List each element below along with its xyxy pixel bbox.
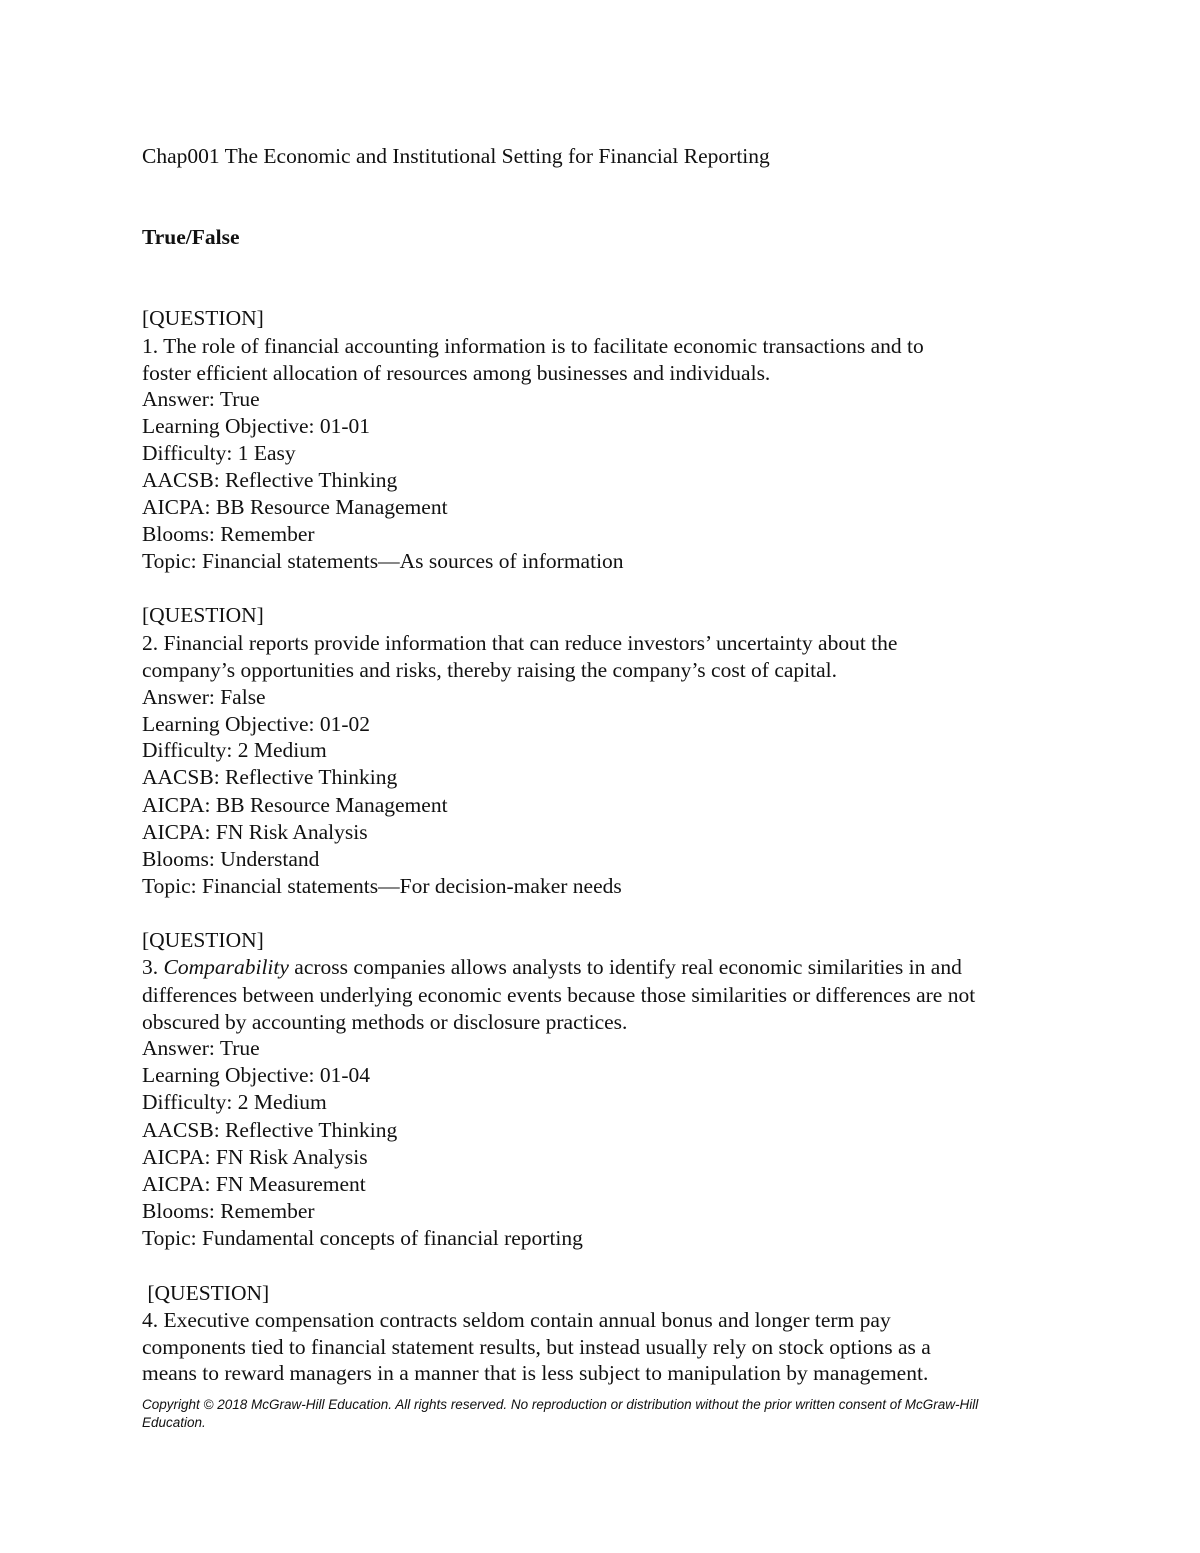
q3-italic-term: Comparability [163, 955, 289, 979]
q3-topic: Topic: Fundamental concepts of financial reporting [142, 1226, 583, 1250]
q2-aicpa-2: AICPA: FN Risk Analysis [142, 820, 368, 844]
q1-blooms: Blooms: Remember [142, 522, 315, 546]
q1-topic: Topic: Financial statements—As sources of information [142, 549, 624, 573]
q3-learning-objective: Learning Objective: 01-04 [142, 1063, 371, 1087]
q3-aicpa-1: AICPA: FN Risk Analysis [142, 1145, 368, 1169]
q2-difficulty: Difficulty: 2 Medium [142, 738, 327, 762]
q3-aicpa-2: AICPA: FN Measurement [142, 1172, 366, 1196]
q2-blooms: Blooms: Understand [142, 847, 320, 871]
q3-aacsb: AACSB: Reflective Thinking [142, 1118, 398, 1142]
q3-text-line2: differences between underlying economic events because those similarities or differences are not [142, 983, 976, 1007]
q3-blooms: Blooms: Remember [142, 1199, 315, 1223]
q3-number: 3. [142, 955, 164, 979]
q4-text-line1: 4. Executive compensation contracts seldom contain annual bonus and longer term pay [142, 1308, 891, 1332]
q3-answer: Answer: True [142, 1036, 260, 1060]
q1-difficulty: Difficulty: 1 Easy [142, 441, 296, 465]
q2-marker: [QUESTION] [142, 603, 264, 627]
q1-text-line2: foster efficient allocation of resources among businesses and individuals. [142, 361, 771, 385]
copyright-footer: Copyright © 2018 McGraw-Hill Education. All rights reserved. No reproduction or distribution without the prior written consent of McGraw-Hill Education. [142, 1397, 979, 1430]
q4-text-line2: components tied to financial statement results, but instead usually rely on stock options as a [142, 1335, 931, 1359]
q4-marker: [QUESTION] [142, 1281, 270, 1305]
q3-difficulty: Difficulty: 2 Medium [142, 1090, 327, 1114]
q1-marker: [QUESTION] [142, 306, 264, 330]
q2-topic: Topic: Financial statements—For decision-maker needs [142, 874, 622, 898]
section-heading: True/False [142, 225, 240, 249]
q2-aicpa-1: AICPA: BB Resource Management [142, 793, 448, 817]
q1-aicpa: AICPA: BB Resource Management [142, 495, 448, 519]
q3-text-line1 [142, 954, 962, 981]
page-title: Chap001 The Economic and Institutional Setting for Financial Reporting [142, 144, 770, 168]
q1-learning-objective: Learning Objective: 01-01 [142, 414, 371, 438]
q1-answer: Answer: True [142, 387, 260, 411]
q3-text-line3: obscured by accounting methods or disclosure practices. [142, 1010, 628, 1034]
q2-text-line2: company’s opportunities and risks, thereby raising the company’s cost of capital. [142, 658, 838, 682]
q3-marker: [QUESTION] [142, 928, 264, 952]
q3-text-line1-rest: across companies allows analysts to identify real economic similarities in and [288, 955, 962, 979]
q2-answer: Answer: False [142, 685, 266, 709]
q1-text-line1: 1. The role of financial accounting information is to facilitate economic transactions and to [142, 334, 924, 358]
q4-text-line3: means to reward managers in a manner that is less subject to manipulation by management. [142, 1361, 929, 1385]
q2-aacsb: AACSB: Reflective Thinking [142, 765, 398, 789]
q1-aacsb: AACSB: Reflective Thinking [142, 468, 398, 492]
q2-learning-objective: Learning Objective: 01-02 [142, 712, 371, 736]
q2-text-line1: 2. Financial reports provide information that can reduce investors’ uncertainty about the [142, 631, 898, 655]
